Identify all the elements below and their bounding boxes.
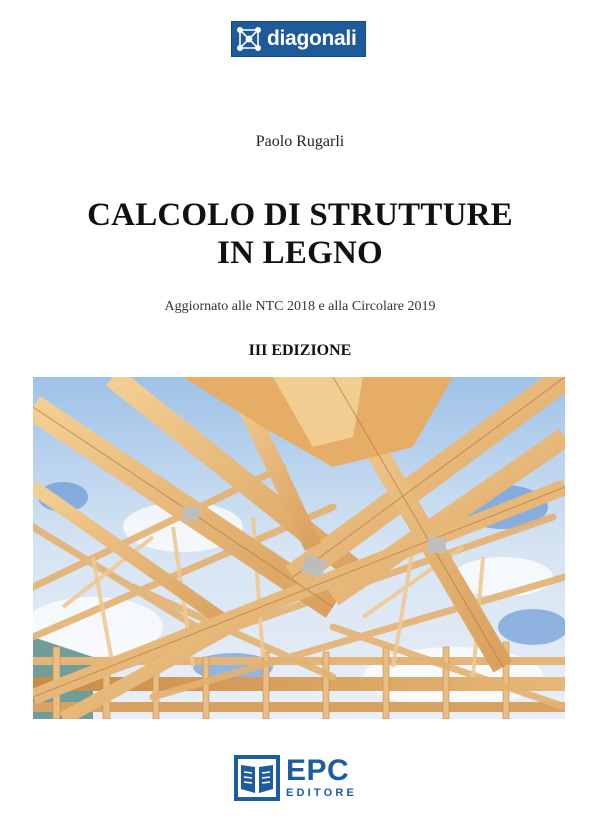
- publisher-logo: [234, 752, 357, 804]
- book-subtitle: Aggiornato alle NTC 2018 e alla Circolare 2019: [164, 299, 436, 314]
- publisher-name: EPC: [286, 754, 350, 787]
- book-title: [0, 196, 600, 272]
- title-line-1: CALCOLO DI STRUTTURE: [87, 197, 513, 233]
- book-globe-icon: [234, 755, 280, 801]
- cover-photo: [33, 377, 565, 719]
- timber-roof-truss-photo: [33, 377, 565, 719]
- author-name: Paolo Rugarli: [255, 133, 345, 150]
- title-line-2: IN LEGNO: [217, 235, 383, 271]
- publisher-subtitle: EDITORE: [286, 787, 358, 799]
- series-name: diagonali: [267, 27, 357, 50]
- series-logo: [231, 21, 366, 57]
- edition-label: III EDIZIONE: [248, 342, 352, 359]
- network-diagram-icon: [234, 24, 264, 54]
